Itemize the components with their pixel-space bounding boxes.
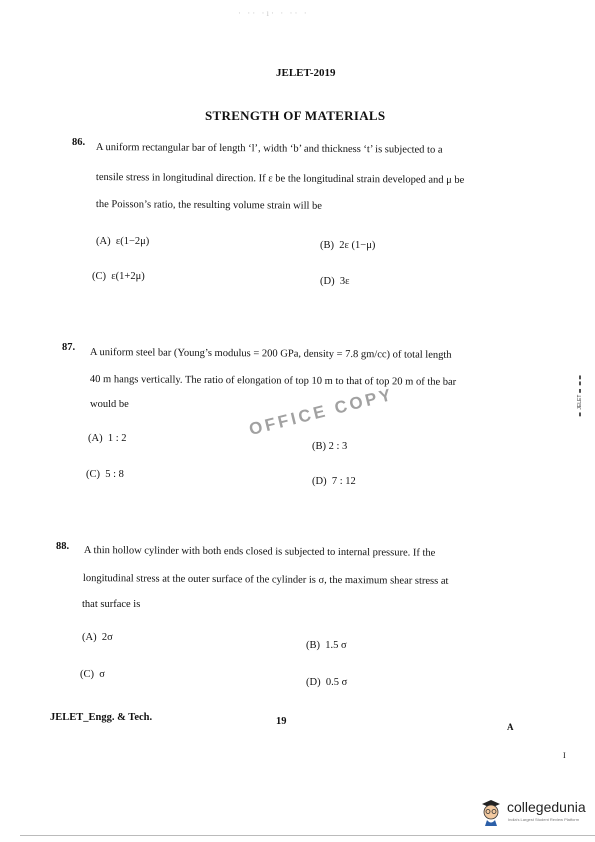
- question-line: tensile stress in longitudinal direction. If ε be the longitudinal strain developed and μ be: [95, 171, 465, 186]
- collegedunia-logo-text: collegedunia: [507, 799, 586, 815]
- question-line: 40 m hangs vertically. The ratio of elongation of top 10 m to that of top 20 m of the bar: [89, 373, 457, 388]
- option-label: (A): [88, 433, 103, 444]
- question-number: 88.: [56, 541, 70, 552]
- question-number: 87.: [62, 342, 76, 353]
- side-strip: ▮ JELET ▮ ▮▮: [577, 373, 583, 417]
- page-title: STRENGTH OF MATERIALS: [205, 108, 386, 123]
- scan-mark: I: [563, 751, 566, 760]
- option-d: [312, 476, 356, 487]
- option-b: [320, 240, 375, 251]
- question-line: A uniform rectangular bar of length ‘l’, width ‘b’ and thickness ‘t’ is subjected to a: [95, 141, 443, 156]
- option-text: 7 : 12: [331, 476, 356, 487]
- option-label: (D): [320, 276, 335, 287]
- option-b: [312, 441, 347, 452]
- option-text: 0.5 σ: [325, 677, 348, 688]
- question-line: that surface is: [82, 599, 141, 610]
- option-a: [82, 632, 113, 643]
- option-text: σ: [99, 669, 105, 680]
- option-a: [88, 433, 127, 444]
- option-label: (D): [306, 677, 321, 688]
- question-line: the Poisson’s ratio, the resulting volume strain will be: [95, 198, 323, 212]
- option-text: 1 : 2: [107, 433, 127, 444]
- set-code: A: [507, 722, 514, 732]
- option-text: 1.5 σ: [325, 640, 347, 651]
- footer-title: JELET_Engg. & Tech.: [50, 712, 153, 723]
- page-number: 19: [276, 716, 287, 727]
- question-number: 86.: [72, 137, 86, 148]
- option-c: [92, 271, 145, 282]
- option-text: 2σ: [101, 632, 113, 643]
- option-label: (D): [312, 476, 327, 487]
- option-label: (C): [80, 669, 94, 680]
- option-text: ε(1−2μ): [115, 236, 150, 247]
- office-copy-stamp: OFFICE COPY: [247, 384, 396, 440]
- collegedunia-mascot-icon: [476, 796, 506, 826]
- option-b: [306, 640, 347, 651]
- option-label: (B): [320, 240, 334, 251]
- option-d: [320, 276, 350, 287]
- question-line: A thin hollow cylinder with both ends closed is subjected to internal pressure. If the: [83, 544, 436, 559]
- option-d: [306, 677, 347, 688]
- option-label: (C): [92, 271, 106, 282]
- option-label: (A): [82, 632, 97, 643]
- question-line: would be: [90, 399, 129, 410]
- option-c: [86, 469, 124, 480]
- option-text: 3ε: [339, 276, 350, 287]
- option-text: 2 : 3: [328, 441, 348, 452]
- option-label: (A): [96, 236, 111, 247]
- question-line: A uniform steel bar (Young’s modulus = 200 GPa, density = 7.8 gm/cc) of total length: [89, 346, 452, 361]
- option-text: 2ε (1−μ): [339, 240, 376, 251]
- question-line: longitudinal stress at the outer surface of the cylinder is σ, the maximum shear stress at: [82, 572, 449, 587]
- option-text: 5 : 8: [105, 469, 124, 480]
- option-c: [80, 669, 105, 680]
- option-label: (B): [306, 640, 320, 651]
- exam-header: JELET-2019: [276, 67, 336, 79]
- option-label: (C): [86, 469, 100, 480]
- collegedunia-tagline: India's Largest Student Review Platform: [508, 817, 580, 822]
- scan-noise: · ·· ·ı· · ·· ·: [238, 8, 309, 18]
- option-a: [96, 236, 149, 247]
- option-text: ε(1+2μ): [111, 271, 145, 282]
- bottom-divider: [20, 835, 595, 836]
- option-label: (B): [312, 441, 326, 452]
